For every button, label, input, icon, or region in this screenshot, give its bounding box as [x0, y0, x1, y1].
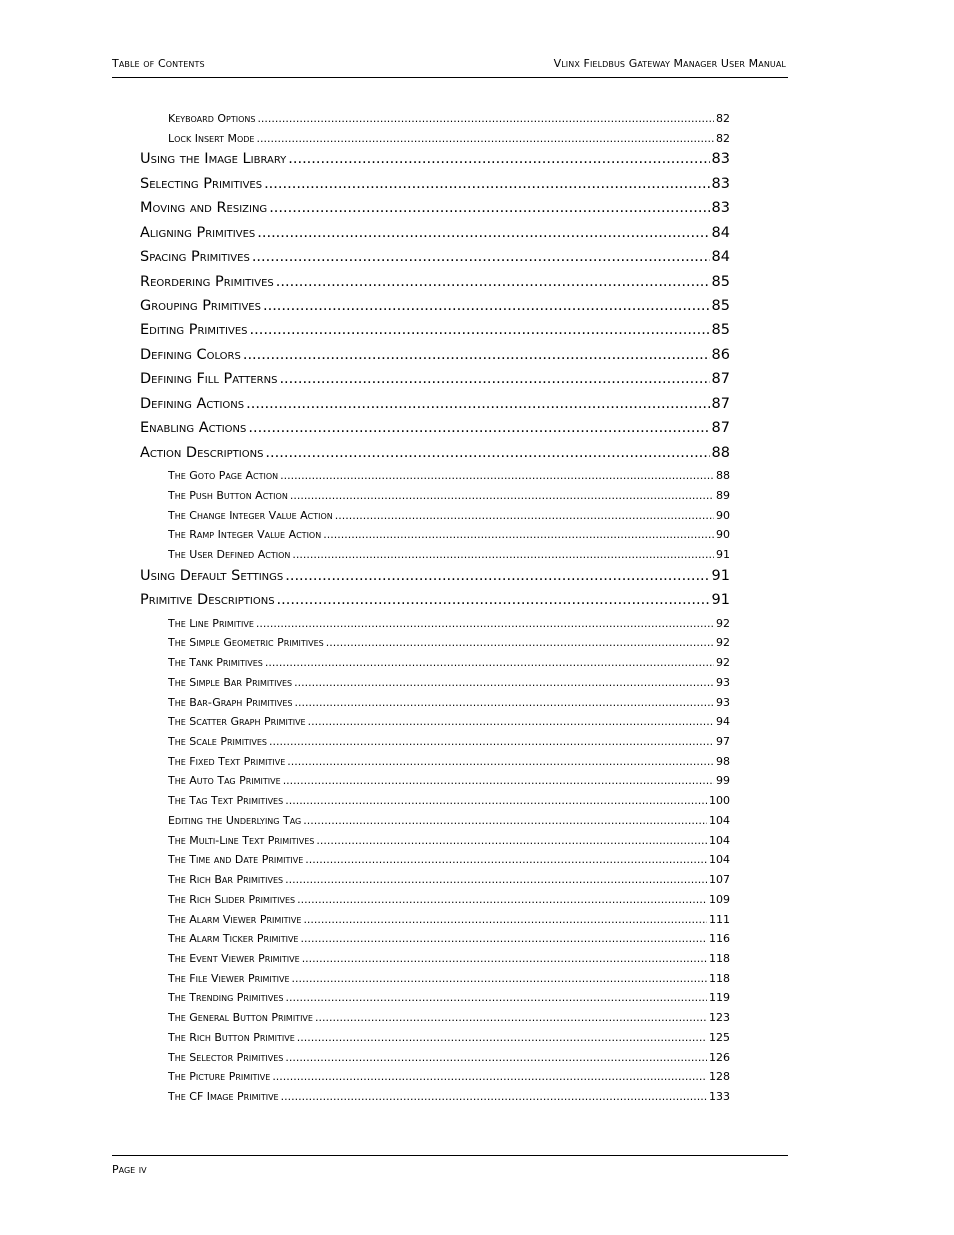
toc-entry-page: 84 [711, 249, 730, 265]
toc-leader-dots [294, 676, 714, 689]
toc-entry-title: The Time and Date Primitive [168, 853, 304, 866]
toc-entry-page: 133 [709, 1090, 730, 1103]
toc-entry[interactable] [168, 1031, 730, 1046]
toc-entry[interactable] [140, 151, 730, 171]
toc-entry-page: 104 [709, 814, 730, 827]
toc-entry-page: 84 [711, 225, 730, 241]
toc-entry-page: 92 [716, 617, 730, 630]
toc-leader-dots [303, 814, 707, 827]
toc-entry[interactable] [168, 715, 730, 730]
toc-entry-page: 88 [716, 469, 730, 482]
toc-leader-dots [323, 528, 714, 541]
toc-entry-title: Enabling Actions [140, 420, 247, 436]
footer-page-number: Page iv [112, 1163, 147, 1176]
toc-entry-title: The User Defined Action [168, 548, 291, 561]
toc-entry[interactable] [168, 132, 730, 147]
toc-entry-page: 92 [716, 656, 730, 669]
toc-entry-page: 82 [716, 132, 730, 145]
toc-entry[interactable] [168, 489, 730, 504]
toc-entry-title: Reordering Primitives [140, 274, 274, 290]
toc-entry[interactable] [168, 1090, 730, 1105]
toc-entry[interactable] [140, 249, 730, 269]
toc-entry[interactable] [168, 656, 730, 671]
toc-leader-dots [301, 932, 708, 945]
toc-entry-title: The Goto Page Action [168, 469, 279, 482]
toc-leader-dots [257, 225, 709, 241]
toc-entry[interactable] [168, 794, 730, 809]
toc-entry-title: The Alarm Viewer Primitive [168, 913, 302, 926]
toc-leader-dots [315, 1011, 707, 1024]
toc-entry-page: 86 [711, 347, 730, 363]
toc-entry-page: 98 [716, 755, 730, 768]
toc-entry[interactable] [168, 932, 730, 947]
toc-leader-dots [281, 1090, 707, 1103]
toc-entry[interactable] [168, 1051, 730, 1066]
toc-entry-page: 94 [716, 715, 730, 728]
toc-entry-page: 88 [711, 445, 730, 461]
toc-entry-title: Selecting Primitives [140, 176, 263, 192]
toc-entry-page: 104 [709, 834, 730, 847]
toc-leader-dots [269, 735, 714, 748]
toc-entry[interactable] [140, 200, 730, 220]
toc-entry-page: 91 [716, 548, 730, 561]
toc-entry-page: 91 [711, 592, 730, 608]
toc-entry-title: Lock Insert Mode [168, 132, 255, 145]
toc-entry-page: 93 [716, 696, 730, 709]
toc-entry-title: The Scatter Graph Primitive [168, 715, 306, 728]
toc-entry[interactable] [168, 469, 730, 484]
toc-entry-page: 87 [711, 396, 730, 412]
toc-entry-title: The Line Primitive [168, 617, 254, 630]
toc-entry-title: The Alarm Ticker Primitive [168, 932, 299, 945]
toc-leader-dots [292, 548, 714, 561]
toc-leader-dots [297, 1031, 707, 1044]
toc-entry[interactable] [168, 1070, 730, 1085]
toc-entry-page: 82 [716, 112, 730, 125]
toc-entry-page: 107 [709, 873, 730, 886]
toc-entry[interactable] [168, 972, 730, 987]
toc-entry[interactable] [168, 509, 730, 524]
toc-entry-page: 123 [709, 1011, 730, 1024]
toc-leader-dots [297, 893, 707, 906]
toc-entry-page: 118 [709, 952, 730, 965]
toc-entry[interactable] [140, 396, 730, 416]
toc-entry-title: The Rich Slider Primitives [168, 893, 296, 906]
toc-entry-title: The Selector Primitives [168, 1051, 284, 1064]
toc-leader-dots [288, 151, 709, 167]
toc-entry-title: Defining Colors [140, 347, 241, 363]
toc-entry-title: Primitive Descriptions [140, 592, 275, 608]
toc-entry[interactable] [168, 112, 730, 127]
toc-entry[interactable] [168, 755, 730, 770]
toc-entry-page: 93 [716, 676, 730, 689]
page-header [112, 55, 788, 78]
toc-entry[interactable] [168, 774, 730, 789]
toc-entry[interactable] [168, 548, 730, 563]
toc-leader-dots [285, 568, 709, 584]
toc-entry[interactable] [140, 568, 730, 588]
toc-entry-page: 126 [709, 1051, 730, 1064]
toc-leader-dots [264, 176, 709, 192]
toc-entry-page: 116 [709, 932, 730, 945]
toc-entry-title: The File Viewer Primitive [168, 972, 290, 985]
toc-leader-dots [283, 774, 714, 787]
toc-leader-dots [285, 794, 707, 807]
toc-entry[interactable] [140, 420, 730, 440]
toc-entry-title: The Tag Text Primitives [168, 794, 284, 807]
toc-leader-dots [252, 249, 710, 265]
toc-entry[interactable] [168, 853, 730, 868]
toc-entry-title: The Fixed Text Primitive [168, 755, 286, 768]
toc-entry-page: 83 [711, 200, 730, 216]
toc-entry-page: 92 [716, 636, 730, 649]
toc-leader-dots [326, 636, 714, 649]
toc-entry-page: 90 [716, 509, 730, 522]
toc-entry-title: Defining Actions [140, 396, 245, 412]
toc-entry-page: 83 [711, 176, 730, 192]
toc-entry-page: 111 [709, 913, 730, 926]
toc-leader-dots [294, 696, 714, 709]
toc-entry-page: 85 [711, 322, 730, 338]
toc-leader-dots [250, 322, 710, 338]
toc-entry[interactable] [140, 225, 730, 245]
toc-leader-dots [290, 489, 714, 502]
toc-entry[interactable] [168, 617, 730, 632]
toc-entry-page: 97 [716, 735, 730, 748]
toc-entry-page: 125 [709, 1031, 730, 1044]
toc-entry[interactable] [168, 952, 730, 967]
toc-entry[interactable] [168, 528, 730, 543]
toc-entry-title: The Change Integer Value Action [168, 509, 333, 522]
toc-entry[interactable] [168, 814, 730, 829]
toc-entry[interactable] [168, 873, 730, 888]
toc-entry-title: The General Button Primitive [168, 1011, 313, 1024]
toc-entry[interactable] [140, 371, 730, 391]
toc-entry-page: 85 [711, 274, 730, 290]
toc-entry-title: The Rich Button Primitive [168, 1031, 295, 1044]
toc-leader-dots [280, 469, 714, 482]
header-manual-title: Vlinx Fieldbus Gateway Manager User Manual [553, 57, 786, 70]
toc-entry-page: 99 [716, 774, 730, 787]
toc-entry-title: Aligning Primitives [140, 225, 256, 241]
toc-entry-page: 87 [711, 420, 730, 436]
toc-leader-dots [265, 445, 709, 461]
toc-entry-title: Defining Fill Patterns [140, 371, 278, 387]
toc-entry-title: Grouping Primitives [140, 298, 261, 314]
toc-entry-title: Action Descriptions [140, 445, 264, 461]
toc-entry[interactable] [168, 834, 730, 849]
toc-leader-dots [263, 298, 710, 314]
toc-entry[interactable] [168, 735, 730, 750]
toc-entry-page: 91 [711, 568, 730, 584]
toc-entry-title: The Picture Primitive [168, 1070, 271, 1083]
toc-leader-dots [269, 200, 709, 216]
toc-entry-title: Editing Primitives [140, 322, 248, 338]
toc-entry-title: The Ramp Integer Value Action [168, 528, 322, 541]
toc-leader-dots [316, 834, 707, 847]
toc-leader-dots [335, 509, 714, 522]
toc-leader-dots [256, 617, 714, 630]
toc-leader-dots [257, 112, 714, 125]
toc-entry[interactable] [140, 347, 730, 367]
toc-leader-dots [276, 274, 710, 290]
toc-leader-dots [303, 913, 707, 926]
toc-leader-dots [246, 396, 709, 412]
toc-entry-page: 118 [709, 972, 730, 985]
toc-entry-title: The Simple Geometric Primitives [168, 636, 324, 649]
toc-entry-page: 128 [709, 1070, 730, 1083]
toc-leader-dots [256, 132, 714, 145]
toc-leader-dots [308, 715, 714, 728]
toc-leader-dots [272, 1070, 707, 1083]
header-section-title: Table of Contents [112, 57, 205, 70]
toc-entry[interactable] [140, 445, 730, 465]
toc-leader-dots [248, 420, 709, 436]
toc-entry[interactable] [168, 636, 730, 651]
toc-entry[interactable] [168, 696, 730, 711]
toc-entry[interactable] [168, 676, 730, 691]
toc-leader-dots [305, 853, 707, 866]
toc-entry-title: Moving and Resizing [140, 200, 268, 216]
toc-entry-title: Using Default Settings [140, 568, 284, 584]
toc-entry[interactable] [168, 991, 730, 1006]
toc-leader-dots [285, 991, 707, 1004]
toc-entry-title: The Trending Primitives [168, 991, 284, 1004]
toc-entry-page: 89 [716, 489, 730, 502]
toc-entry-title: The Push Button Action [168, 489, 288, 502]
toc-entry[interactable] [140, 176, 730, 196]
toc-leader-dots [285, 873, 707, 886]
toc-entry-page: 85 [711, 298, 730, 314]
toc-entry-title: Spacing Primitives [140, 249, 250, 265]
toc-entry-title: The Simple Bar Primitives [168, 676, 293, 689]
toc-entry-page: 109 [709, 893, 730, 906]
toc-entry[interactable] [168, 913, 730, 928]
toc-entry[interactable] [140, 592, 730, 612]
toc-leader-dots [285, 1051, 707, 1064]
toc-entry-page: 87 [711, 371, 730, 387]
toc-entry-title: The Tank Primitives [168, 656, 263, 669]
toc-leader-dots [265, 656, 714, 669]
toc-entry-title: The Scale Primitives [168, 735, 267, 748]
toc-entry-title: The Event Viewer Primitive [168, 952, 300, 965]
toc-entry-page: 104 [709, 853, 730, 866]
toc-leader-dots [292, 972, 707, 985]
page-footer [112, 1155, 788, 1176]
toc-entry-title: Editing the Underlying Tag [168, 814, 302, 827]
toc-leader-dots [287, 755, 714, 768]
toc-entry[interactable] [140, 322, 730, 342]
toc-leader-dots [243, 347, 710, 363]
toc-entry-title: The Bar-Graph Primitives [168, 696, 293, 709]
toc-entry-title: The CF Image Primitive [168, 1090, 279, 1103]
toc-entry-page: 100 [709, 794, 730, 807]
toc-entry-page: 83 [711, 151, 730, 167]
toc-entry-title: Using the Image Library [140, 151, 287, 167]
toc-entry[interactable] [140, 274, 730, 294]
toc-entry-page: 119 [709, 991, 730, 1004]
toc-leader-dots [279, 371, 709, 387]
toc-entry-title: The Rich Bar Primitives [168, 873, 284, 886]
toc-entry[interactable] [168, 893, 730, 908]
toc-leader-dots [277, 592, 710, 608]
toc-entry-title: Keyboard Options [168, 112, 256, 125]
toc-entry-title: The Auto Tag Primitive [168, 774, 281, 787]
toc-entry[interactable] [140, 298, 730, 318]
toc-entry-page: 90 [716, 528, 730, 541]
toc-leader-dots [302, 952, 707, 965]
toc-entry-title: The Multi-Line Text Primitives [168, 834, 315, 847]
toc-entry[interactable] [168, 1011, 730, 1026]
